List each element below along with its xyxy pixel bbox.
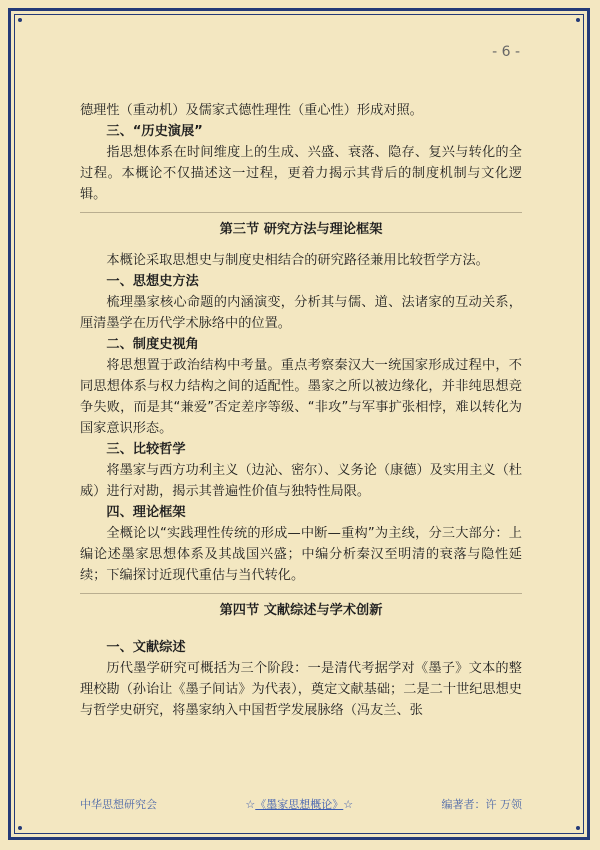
- heading-historical-development: 三、“历史演展”: [106, 124, 203, 139]
- footer-organization: 中华思想研究会: [80, 798, 157, 811]
- page-number: - 6 -: [492, 44, 520, 60]
- paragraph-section-3-intro: 本概论采取思想史与制度史相结合的研究路径兼用比较哲学方法。: [106, 253, 489, 268]
- footer-book-title: [245, 796, 353, 812]
- paragraph-historical-development: 指思想体系在时间维度上的生成、兴盛、衰落、隐存、复兴与转化的全过程。本概论不仅描述这一过程，更着力揭示其背后的制度机制与文化逻辑。: [80, 145, 522, 202]
- document-body: [80, 100, 522, 721]
- section-divider: [80, 212, 522, 213]
- section-divider: [80, 593, 522, 594]
- heading-comparative-philosophy: 三、比较哲学: [106, 442, 186, 457]
- heading-theoretical-framework: 四、理论框架: [106, 505, 186, 520]
- paragraph-continued: 德理性（重动机）及儒家式德性理性（重心性）形成对照。: [80, 103, 423, 118]
- section-3-title: 第三节 研究方法与理论框架: [219, 222, 383, 237]
- paragraph-institutional-history: 将思想置于政治结构中考量。重点考察秦汉大一统国家形成过程中，不同思想体系与权力结构之间的适配性。墨家之所以被边缘化，并非纯思想竞争失败，而是其“兼爱”否定差序等级、“非攻”与军事扩张相悖，难以转化为国家意识形态。: [80, 358, 522, 436]
- paragraph-theoretical-framework: 全概论以“实践理性传统的形成—中断—重构”为主线，分三大部分：上编论述墨家思想体系及其战国兴盛；中编分析秦汉至明清的衰落与隐性延续；下编探讨近现代重估与当代转化。: [80, 526, 522, 583]
- paragraph-intellectual-history: 梳理墨家核心命题的内涵演变，分析其与儒、道、法诸家的互动关系，厘清墨学在历代学术脉络中的位置。: [80, 295, 522, 331]
- heading-intellectual-history: 一、思想史方法: [106, 274, 199, 289]
- footer-book-name: 《墨家思想概论》: [255, 798, 344, 811]
- heading-literature-review: 一、文献综述: [106, 640, 186, 655]
- heading-institutional-history: 二、制度史视角: [106, 337, 199, 352]
- star-icon: ☆: [343, 798, 354, 811]
- star-icon: ☆: [245, 798, 256, 811]
- footer-author: 编著者：许 万领: [441, 798, 522, 811]
- paragraph-literature-review: 历代墨学研究可概括为三个阶段：一是清代考据学对《墨子》文本的整理校勘（孙诒让《墨子间诂》为代表），奠定文献基础；二是二十世纪思想史与哲学史研究，将墨家纳入中国哲学发展脉络（冯友兰、张: [80, 661, 522, 718]
- page-footer: [80, 796, 522, 812]
- section-4-title: 第四节 文献综述与学术创新: [219, 603, 383, 618]
- paragraph-comparative-philosophy: 将墨家与西方功利主义（边沁、密尔）、义务论（康德）及实用主义（杜威）进行对勘，揭示其普遍性价值与独特性局限。: [80, 463, 522, 499]
